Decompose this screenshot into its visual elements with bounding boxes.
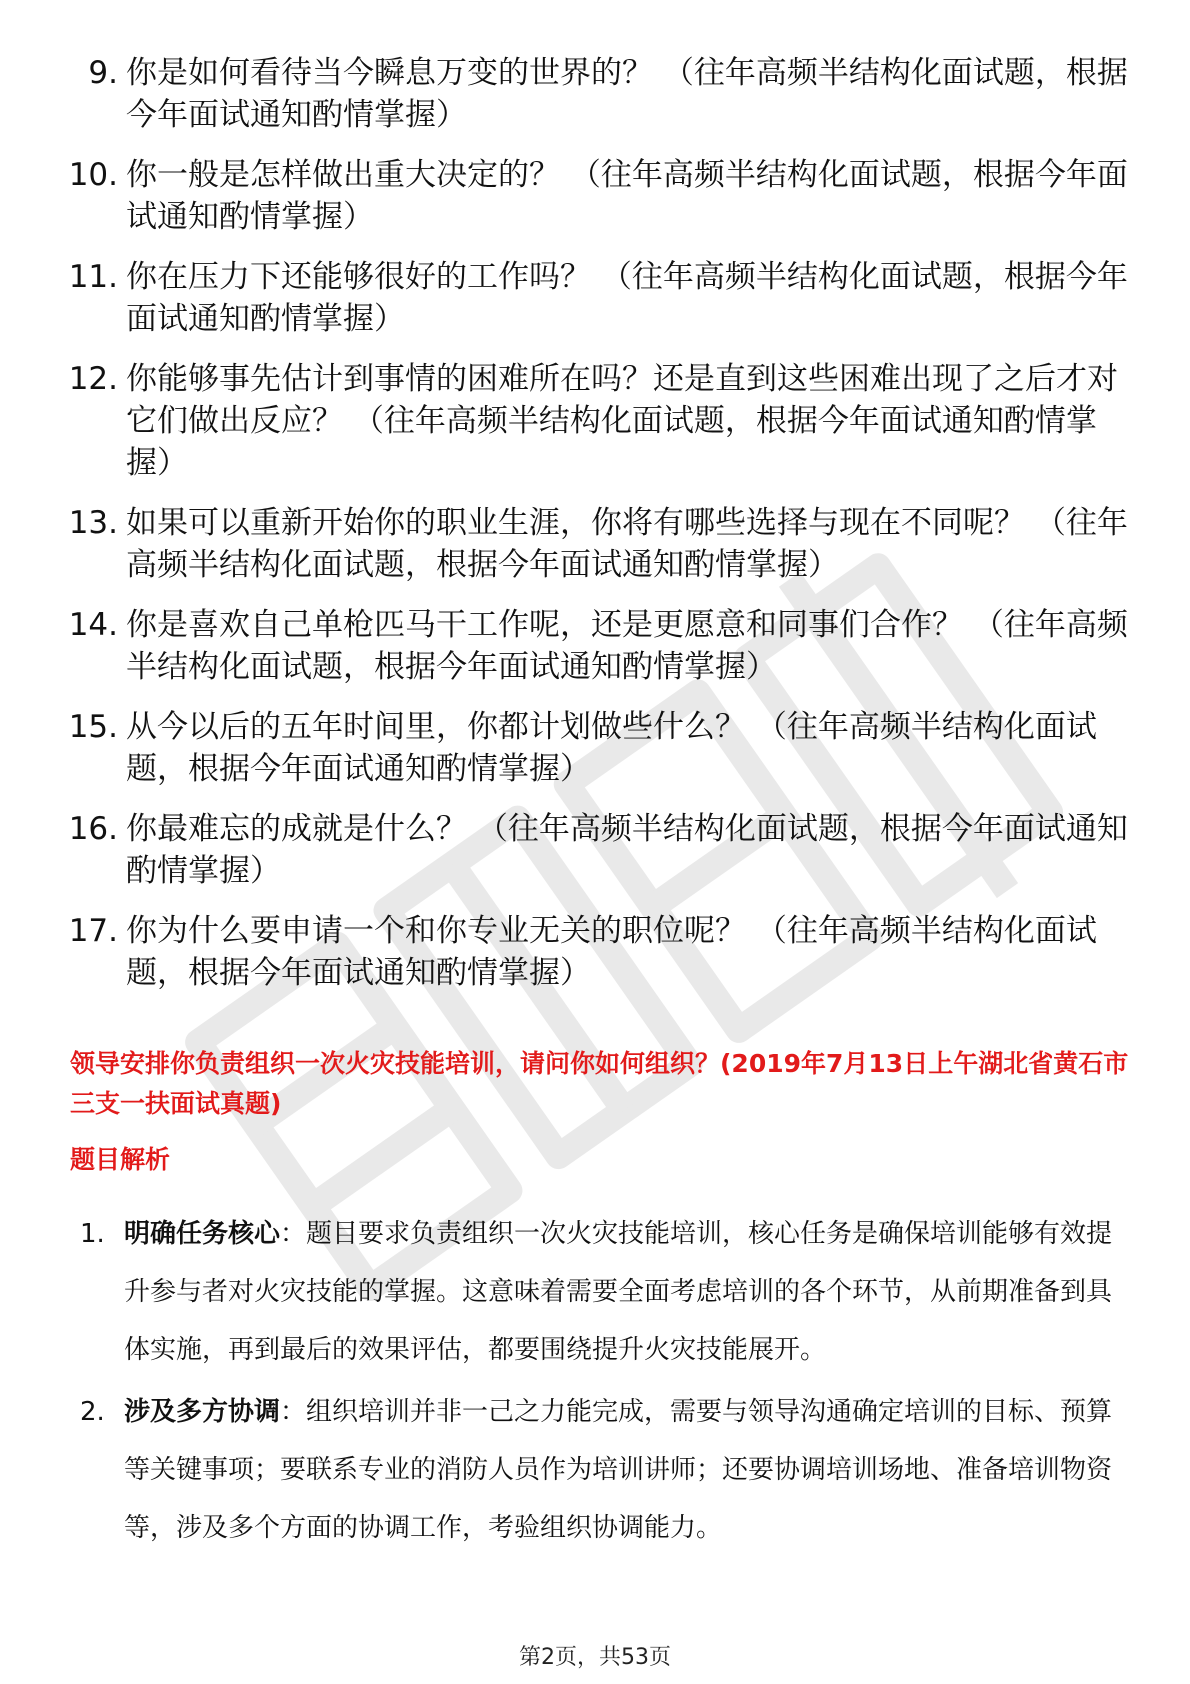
item-text: 你能够事先估计到事情的困难所在吗？还是直到这些困难出现了之后才对它们做出反应？ （往年高频半结构化面试题，根据今年面试通知酌情掌握） [126, 361, 1118, 481]
item-body: ：组织培训并非一己之力能完成，需要与领导沟通确定培训的目标、预算等关键事项；要联系专业的消防人员作为培训讲师；还要协调培训场地、准备培训物资等，涉及多个方面的协调工作，考验组织协调能力。 [124, 1397, 1113, 1543]
item-number: 16. [68, 811, 118, 847]
analysis-list [80, 1205, 1120, 1561]
question-list [56, 52, 1136, 1012]
item-text: 你是喜欢自己单枪匹马干工作呢，还是更愿意和同事们合作？ （往年高频半结构化面试题，根据今年面试通知酌情掌握） [126, 607, 1128, 685]
item-text: 你是如何看待当今瞬息万变的世界的？ （往年高频半结构化面试题，根据今年面试通知酌情掌握） [126, 55, 1128, 133]
item-number: 15. [68, 709, 118, 745]
item-text: 你在压力下还能够很好的工作吗？ （往年高频半结构化面试题，根据今年面试通知酌情掌握） [126, 259, 1128, 337]
item-text: 你最难忘的成就是什么？ （往年高频半结构化面试题，根据今年面试通知酌情掌握） [126, 811, 1128, 889]
item-number: 9. [88, 55, 118, 91]
item-number: 11. [68, 259, 118, 295]
item-text [124, 1205, 1120, 1379]
list-item [56, 358, 1136, 484]
item-label: 涉及多方协调 [124, 1397, 281, 1427]
item-number: 2. [80, 1397, 105, 1427]
item-number: 1. [80, 1219, 105, 1249]
list-item [80, 1383, 1120, 1557]
list-item [80, 1205, 1120, 1379]
list-item [56, 604, 1136, 688]
item-text [124, 1383, 1120, 1557]
item-number: 12. [68, 361, 118, 397]
item-text: 从今以后的五年时间里，你都计划做些什么？ （往年高频半结构化面试题，根据今年面试通知酌情掌握） [126, 709, 1097, 787]
list-item [56, 706, 1136, 790]
list-item [56, 910, 1136, 994]
list-item [56, 256, 1136, 340]
item-text: 你为什么要申请一个和你专业无关的职位呢？ （往年高频半结构化面试题，根据今年面试通知酌情掌握） [126, 913, 1097, 991]
item-number: 17. [68, 913, 118, 949]
item-text: 你一般是怎样做出重大决定的？ （往年高频半结构化面试题，根据今年面试通知酌情掌握） [126, 157, 1128, 235]
section-subtitle: 题目解析 [70, 1145, 171, 1174]
list-item [56, 52, 1136, 136]
section-title: 领导安排你负责组织一次火灾技能培训，请问你如何组织？(2019年7月13日上午湖北省黄石市三支一扶面试真题) [70, 1049, 1129, 1118]
list-item [56, 502, 1136, 586]
item-body: ：题目要求负责组织一次火灾技能培训，核心任务是确保培训能够有效提升参与者对火灾技能的掌握。这意味着需要全面考虑培训的各个环节，从前期准备到具体实施，再到最后的效果评估，都要围绕提升火灾技能展开。 [124, 1219, 1113, 1365]
item-label: 明确任务核心 [124, 1219, 281, 1249]
list-item [56, 808, 1136, 892]
page-footer: 第2页，共53页 [519, 1645, 671, 1670]
item-number: 14. [68, 607, 118, 643]
list-item [56, 154, 1136, 238]
item-number: 13. [68, 505, 118, 541]
item-number: 10. [68, 157, 118, 193]
item-text: 如果可以重新开始你的职业生涯，你将有哪些选择与现在不同呢？ （往年高频半结构化面试题，根据今年面试通知酌情掌握） [126, 505, 1128, 583]
